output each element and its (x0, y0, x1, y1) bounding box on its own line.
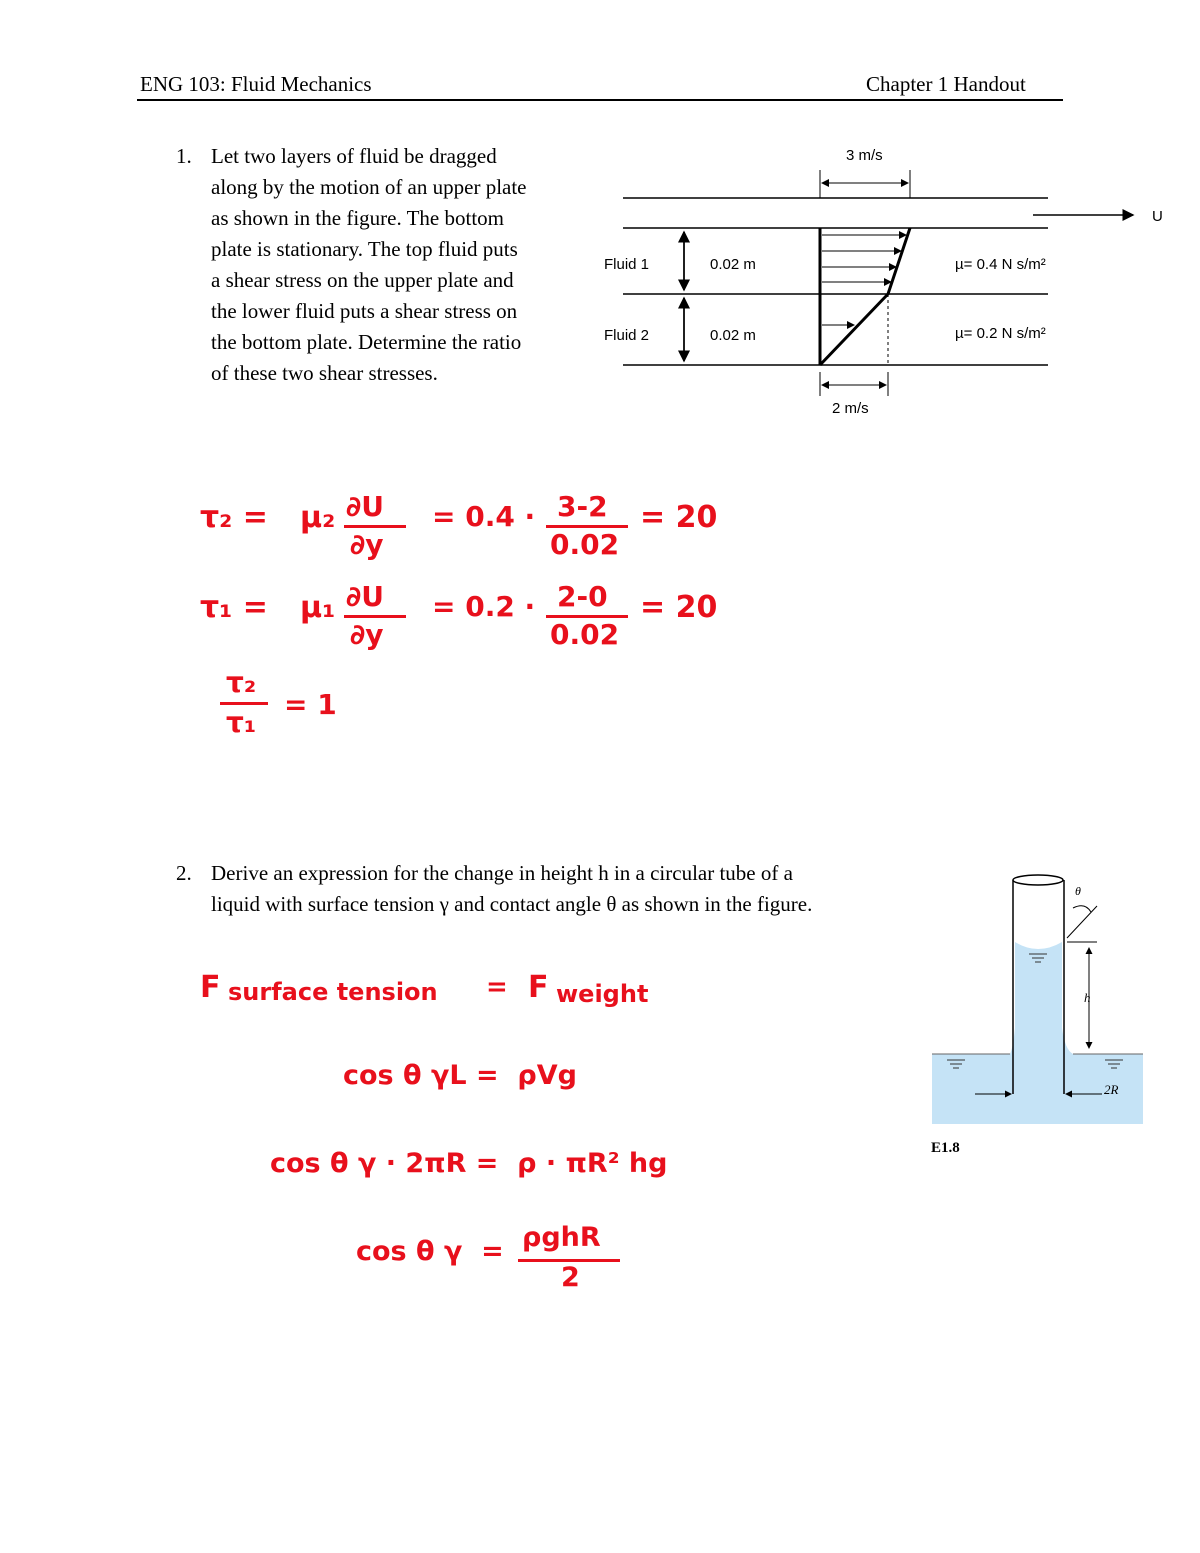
ratio-denominator: τ₁ (226, 706, 257, 739)
question-1-line: the bottom plate. Determine the ratio (211, 330, 522, 354)
question-1-number: 1. (176, 144, 192, 168)
question-1-line: along by the motion of an upper plate (211, 175, 527, 199)
eq2-numerator: 2-0 (557, 580, 608, 613)
question-1-line: of these two shear stresses. (211, 361, 438, 385)
solution-line-3: cos θ γ · 2πR = ρ · πR² hg (270, 1148, 668, 1179)
question-1-line: plate is stationary. The top fluid puts (211, 237, 518, 261)
force-symbol: F (200, 970, 221, 1005)
question-2-line: liquid with surface tension γ and contact angle θ as shown in the figure. (211, 892, 813, 916)
top-speed-label: 3 m/s (846, 147, 883, 164)
reservoir-liquid-left (932, 1028, 1015, 1124)
eq1-numerator: 3-2 (557, 490, 608, 523)
chapter-title: Chapter 1 Handout (866, 72, 1026, 96)
eq1-result: = 20 (640, 500, 718, 535)
tube-top-rim (1013, 875, 1063, 885)
contact-angle-label: θ (1075, 884, 1081, 898)
fluid2-label: Fluid 2 (604, 327, 650, 344)
fluid1-thickness-label: 0.02 m (710, 256, 756, 273)
eq2-denominator: 0.02 (550, 618, 620, 651)
mid-speed-label: 2 m/s (832, 400, 869, 417)
fluid1-label: Fluid 1 (604, 256, 650, 273)
dy-denominator: ∂y (350, 618, 384, 651)
tau2-label: τ₂ = (200, 500, 268, 535)
question-1-text (211, 141, 591, 389)
solution-line-2: cos θ γL = ρVg (343, 1060, 577, 1091)
fluid2-thickness-label: 0.02 m (710, 327, 756, 344)
contact-angle-line (1067, 906, 1097, 938)
fraction-bar (220, 702, 268, 705)
velocity-profile (820, 228, 910, 365)
figure-caption: E1.8 (931, 1140, 960, 1156)
eq2-result: = 20 (640, 590, 718, 625)
height-label: h (1084, 990, 1091, 1005)
mu2-symbol: µ₂ (300, 500, 336, 535)
question-2-text (211, 858, 901, 920)
force-symbol: F (528, 970, 549, 1005)
reservoir-liquid-right (1062, 1028, 1143, 1124)
radius-label: 2R (1104, 1082, 1119, 1097)
fluid1-viscosity-label: µ= 0.4 N s/m² (955, 256, 1046, 273)
tau1-label: τ₁ = (200, 590, 268, 625)
question-1-line: the lower fluid puts a shear stress on (211, 299, 518, 323)
question-1-line: as shown in the figure. The bottom (211, 206, 504, 230)
eq1-coefficient: = 0.4 · (432, 500, 536, 533)
surface-tension-subscript: surface tension (228, 978, 438, 1006)
weight-subscript: weight (556, 980, 649, 1008)
ratio-result: = 1 (284, 688, 337, 721)
equals-sign: = (486, 972, 508, 1002)
solution-line-4-left: cos θ γ = (356, 1236, 504, 1267)
solution-line-4-denominator: 2 (561, 1262, 580, 1293)
eq1-denominator: 0.02 (550, 528, 620, 561)
liquid-column (1015, 942, 1062, 1124)
course-title: ENG 103: Fluid Mechanics (140, 72, 372, 96)
du-numerator: ∂U (346, 490, 384, 523)
solution-line-4-numerator: ρghR (522, 1222, 601, 1253)
header-rule (137, 99, 1063, 101)
question-1-line: Let two layers of fluid be dragged (211, 144, 497, 168)
ratio-numerator: τ₂ (226, 666, 257, 699)
question-2-number: 2. (176, 861, 192, 885)
shear-flow-figure (590, 140, 1180, 430)
question-2-line: Derive an expression for the change in height h in a circular tube of a (211, 861, 793, 885)
du-numerator: ∂U (346, 580, 384, 613)
mu1-symbol: µ₁ (300, 590, 336, 625)
dy-denominator: ∂y (350, 528, 384, 561)
eq2-coefficient: = 0.2 · (432, 590, 536, 623)
question-1-line: a shear stress on the upper plate and (211, 268, 514, 292)
fluid2-viscosity-label: µ= 0.2 N s/m² (955, 325, 1046, 342)
plate-velocity-label: U (1152, 208, 1163, 225)
